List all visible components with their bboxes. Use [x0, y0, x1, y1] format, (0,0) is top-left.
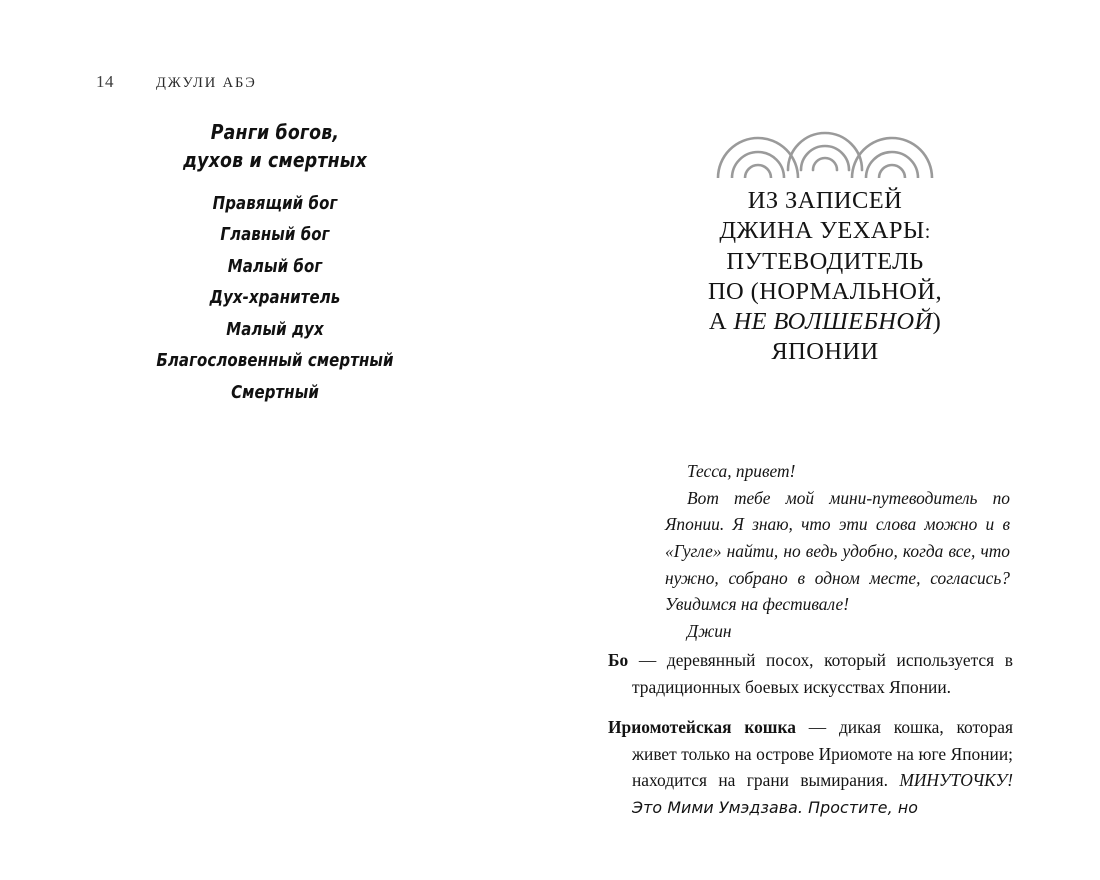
letter-greeting: Тесса, привет! [687, 461, 796, 481]
chapter-title-line-5-prefix: А [708, 308, 734, 335]
glossary-term: Ириомотейская кошка [608, 717, 796, 738]
letter-body: Вот тебе мой мини-путеводитель по Японии. Я знаю, что эти слова можно и в «Гугле» найти, но ведь удобно, когда все, что нужно, собрано в одном месте, согласись? Увидимся на фестивале! [665, 487, 1010, 615]
chapter-title-line-1: ИЗ ЗАПИСЕЙ [747, 187, 903, 214]
chapter-title-line-3: ПУТЕВОДИТЕЛЬ [726, 247, 924, 275]
chapter-title-colon: : [924, 221, 931, 244]
chapter-title-line-2 [550, 216, 1100, 246]
glossary-definition: дикая кошка, которая живет только на острове Ириомоте на юге Японии; находится на грани вымирания. [632, 717, 1013, 791]
ranks-title-line-1: Ранги богов, [210, 120, 340, 144]
glossary-entry [608, 714, 1013, 820]
glossary-interjection: МИНУТОЧКУ! [899, 770, 1013, 791]
list-item: Правящий бог [212, 193, 338, 214]
list-item: Главный бог [220, 225, 330, 246]
ranks-panel [0, 118, 550, 402]
glossary-term: Бо [608, 650, 629, 670]
chapter-title-line-2-text: ДЖИНА УЕХАРЫ [719, 217, 925, 245]
ranks-panel-title [17, 118, 534, 175]
glossary-handwritten-note: Это Мими Умэдзава. Простите, но [632, 797, 919, 817]
glossary-list [608, 647, 1013, 820]
ranks-title-line-2: духов и смертных [182, 148, 368, 173]
chapter-ornament [550, 126, 1100, 178]
chapter-title-line-4: ПО (НОРМАЛЬНОЙ, [707, 277, 943, 305]
glossary-entry [608, 647, 1013, 700]
list-item: Малый дух [226, 319, 324, 340]
list-item: Благословенный смертный [156, 351, 394, 372]
chapter-title-line-5-suffix: ) [932, 308, 942, 335]
chapter-title-line-5 [550, 307, 1100, 337]
list-item: Смертный [231, 382, 319, 403]
glossary-dash: — [628, 650, 667, 670]
letter-signature: Джин [687, 620, 732, 641]
list-item: Дух-хранитель [209, 288, 341, 309]
glossary-definition: деревянный посох, который используется в традиционных боевых искусствах Японии. [632, 650, 1013, 697]
glossary-dash: — [795, 717, 839, 738]
running-head [96, 72, 490, 96]
chapter-title-line-5-emphasis: НЕ ВОЛШЕБНОЙ [733, 308, 933, 335]
chapter-title-line-6: ЯПОНИИ [771, 338, 879, 366]
ranks-list [0, 193, 550, 403]
page-number: 14 [96, 72, 114, 91]
letter-from-jin [665, 458, 1010, 644]
right-page [550, 0, 1100, 880]
list-item: Малый бог [227, 256, 323, 277]
chapter-title [550, 186, 1100, 368]
seigaiha-wave-icon [712, 126, 938, 178]
running-head-author: ДЖУЛИ АБЭ [156, 75, 257, 91]
